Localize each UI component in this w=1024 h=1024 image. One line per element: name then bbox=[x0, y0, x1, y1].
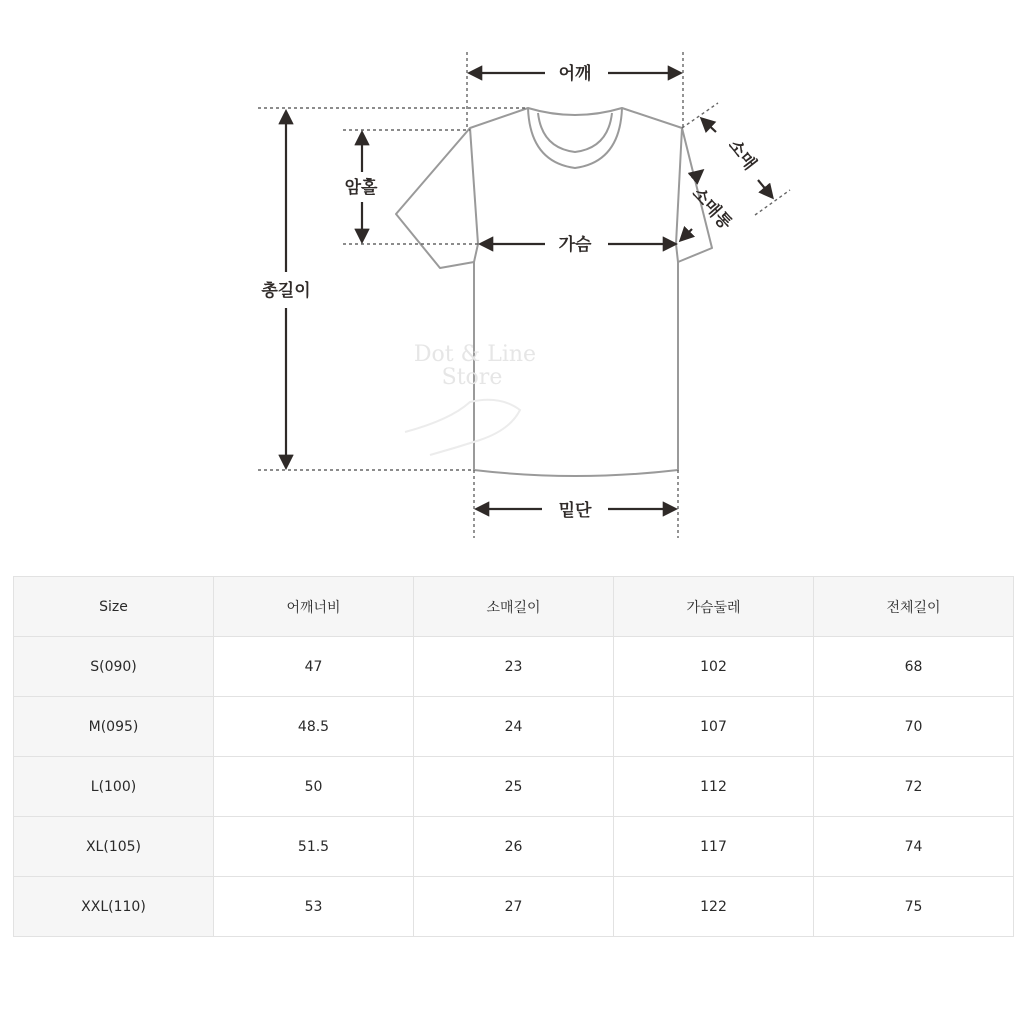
chest-cell: 122 bbox=[614, 877, 814, 937]
watermark-logo bbox=[405, 342, 536, 455]
watermark-line2: Store bbox=[441, 365, 503, 390]
size-cell: L(100) bbox=[14, 757, 214, 817]
label-armhole: 암홀 bbox=[344, 178, 378, 198]
size-cell: S(090) bbox=[14, 637, 214, 697]
length-cell: 72 bbox=[814, 757, 1014, 817]
tshirt-outline bbox=[396, 108, 712, 476]
table-header-row bbox=[14, 577, 1014, 637]
table-row bbox=[14, 817, 1014, 877]
guide-lines bbox=[258, 52, 790, 538]
length-cell: 74 bbox=[814, 817, 1014, 877]
sleeve-cell: 25 bbox=[414, 757, 614, 817]
length-cell: 70 bbox=[814, 697, 1014, 757]
label-sleeve: 소매 bbox=[723, 135, 760, 175]
chest-cell: 107 bbox=[614, 697, 814, 757]
chest-cell: 112 bbox=[614, 757, 814, 817]
size-table bbox=[13, 576, 1014, 937]
label-total-length: 총길이 bbox=[261, 281, 311, 301]
label-sleeve-opening: 소매통 bbox=[687, 183, 736, 234]
label-hem: 밑단 bbox=[558, 501, 592, 521]
chest-cell: 102 bbox=[614, 637, 814, 697]
sleeve-cell: 24 bbox=[414, 697, 614, 757]
shoulder-cell: 50 bbox=[214, 757, 414, 817]
shoulder-cell: 53 bbox=[214, 877, 414, 937]
length-cell: 68 bbox=[814, 637, 1014, 697]
table-row bbox=[14, 757, 1014, 817]
size-cell: M(095) bbox=[14, 697, 214, 757]
size-cell: XL(105) bbox=[14, 817, 214, 877]
dimension-arrows bbox=[286, 73, 772, 509]
shoulder-cell: 51.5 bbox=[214, 817, 414, 877]
table-row bbox=[14, 637, 1014, 697]
size-cell: XXL(110) bbox=[14, 877, 214, 937]
watermark-line1: Dot & Line bbox=[413, 342, 537, 367]
shoulder-cell: 47 bbox=[214, 637, 414, 697]
table-row bbox=[14, 697, 1014, 757]
chest-cell: 117 bbox=[614, 817, 814, 877]
shoulder-cell: 48.5 bbox=[214, 697, 414, 757]
header-chest: 가슴둘레 bbox=[614, 577, 814, 637]
sleeve-cell: 27 bbox=[414, 877, 614, 937]
table-row bbox=[14, 877, 1014, 937]
header-shoulder-width: 어깨너비 bbox=[214, 577, 414, 637]
label-chest: 가슴 bbox=[558, 235, 592, 255]
header-sleeve-length: 소매길이 bbox=[414, 577, 614, 637]
sleeve-cell: 23 bbox=[414, 637, 614, 697]
length-cell: 75 bbox=[814, 877, 1014, 937]
label-shoulder: 어깨 bbox=[558, 64, 592, 84]
header-total-length: 전체길이 bbox=[814, 577, 1014, 637]
header-size: Size bbox=[14, 577, 214, 637]
sleeve-cell: 26 bbox=[414, 817, 614, 877]
